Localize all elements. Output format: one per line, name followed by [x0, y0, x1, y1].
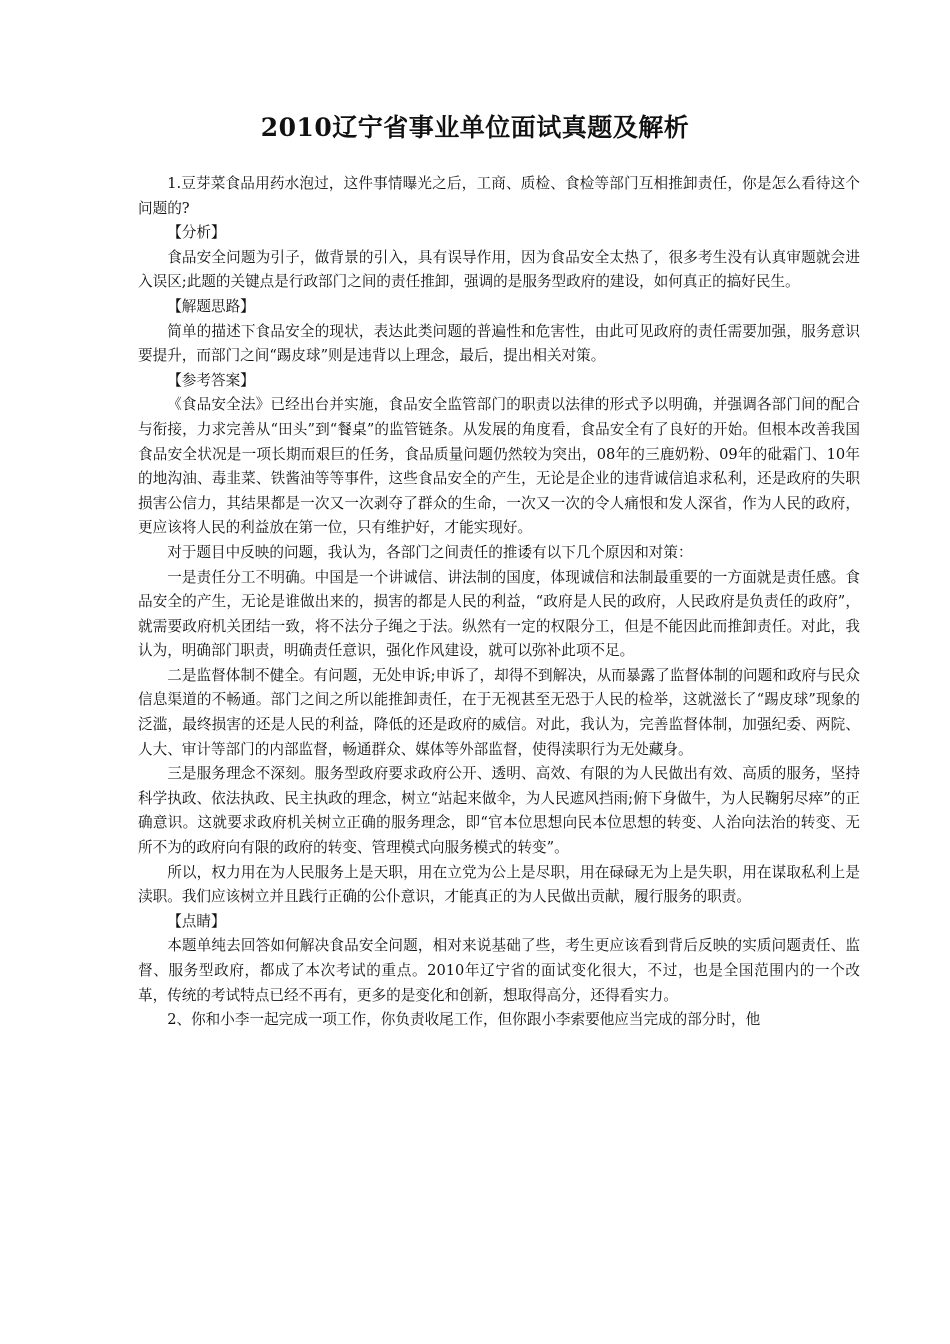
- answer-paragraph-point-2: 二是监督体制不健全。有问题，无处申诉;申诉了，却得不到解决，从而暴露了监督体制的问题和政府与民众信息渠道的不畅通。部门之间之所以能推卸责任，在于无视甚至无恐于人民的检举，这就滋长了“踢皮球”现象的泛滥，最终损害的还是人民的利益，降低的还是政府的威信。对此，我认为，完善监督体制，加强纪委、两院、人大、审计等部门的内部监督，畅通群众、媒体等外部监督，使得渎职行为无处藏身。: [138, 666, 860, 758]
- answer-paragraph-point-3: 三是服务理念不深刻。服务型政府要求政府公开、透明、高效、有限的为人民做出有效、高质的服务，坚持科学执政、依法执政、民主执政的理念，树立“站起来做伞，为人民遮风挡雨;俯下身做牛，为人民鞠躬尽瘁”的正确意识。这就要求政府机关树立正确的服务理念，即“官本位思想向民本位思想的转变、人治向法治的转变、无所不为的政府向有限的政府的转变、管理模式向服务模式的转变”。: [138, 765, 860, 857]
- answer-paragraph-reasons: 对于题目中反映的问题，我认为，各部门之间责任的推诿有以下几个原因和对策：: [167, 543, 693, 561]
- answer-paragraph-point-1: 一是责任分工不明确。中国是一个讲诚信、讲法制的国度，体现诚信和法制最重要的一方面就是责任感。食品安全的产生，无论是谁做出来的，损害的都是人民的利益，“政府是人民的政府，人民政府是负责任的政府”，就需要政府机关团结一致，将不法分子绳之于法。纵然有一定的权限分工，但是不能因此而推卸责任。对此，我认为，明确部门职责，明确责任意识，强化作风建设，就可以弥补此项不足。: [138, 568, 860, 660]
- approach-paragraph: 简单的描述下食品安全的现状，表达此类问题的普遍性和危害性，由此可见政府的责任需要加强，服务意识要提升，而部门之间“踢皮球”则是违背以上理念，最后，提出相关对策。: [138, 322, 860, 365]
- section-heading-approach: 【解题思路】: [167, 297, 255, 315]
- document-title: 2010辽宁省事业单位面试真题及解析: [260, 113, 690, 142]
- analysis-paragraph: 食品安全问题为引子，做背景的引入，具有误导作用，因为食品安全太热了，很多考生没有认真审题就会进入误区;此题的关键点是行政部门之间的责任推卸，强调的是服务型政府的建设，如何真正的搞好民生。: [138, 248, 860, 291]
- section-heading-answer: 【参考答案】: [167, 371, 255, 389]
- question-1: 1.豆芽菜食品用药水泡过，这件事情曝光之后，工商、质检、食检等部门互相推卸责任，你是怎么看待这个问题的?: [138, 175, 860, 217]
- document-body: [138, 172, 860, 1033]
- answer-paragraph-intro: 《食品安全法》已经出台并实施，食品安全监管部门的职责以法律的形式予以明确，并强调各部门间的配合与衔接，力求完善从“田头”到“餐桌”的监管链条。从发展的角度看，食品安全有了良好的开始。但根本改善我国食品安全状况是一项长期而艰巨的任务，食品质量问题仍然较为突出，08年的三鹿奶粉、09年的砒霜门、10年的地沟油、毒韭菜、铁酱油等等事件，这些食品安全的产生，无论是企业的违背诚信追求私利，还是政府的失职损害公信力，其结果都是一次又一次剥夺了群众的生命，一次又一次的令人痛恨和发人深省，作为人民的政府，更应该将人民的利益放在第一位，只有维护好，才能实现好。: [138, 396, 860, 537]
- highlight-paragraph: 本题单纯去回答如何解决食品安全问题，相对来说基础了些，考生更应该看到背后反映的实质问题责任、监督、服务型政府，都成了本次考试的重点。2010年辽宁省的面试变化很大，不过，也是全国范围内的一个改革，传统的考试特点已经不再有，更多的是变化和创新，想取得高分，还得看实力。: [138, 937, 860, 1004]
- question-2: 2、你和小李一起完成一项工作，你负责收尾工作，但你跟小李索要他应当完成的部分时，他: [167, 1011, 761, 1029]
- answer-paragraph-conclusion: 所以，权力用在为人民服务上是天职，用在立党为公上是尽职，用在碌碌无为上是失职，用在谋取私利上是渎职。我们应该树立并且践行正确的公仆意识，才能真正的为人民做出贡献，履行服务的职责。: [138, 863, 860, 906]
- section-heading-highlight: 【点睛】: [167, 912, 226, 930]
- section-heading-analysis: 【分析】: [167, 224, 226, 242]
